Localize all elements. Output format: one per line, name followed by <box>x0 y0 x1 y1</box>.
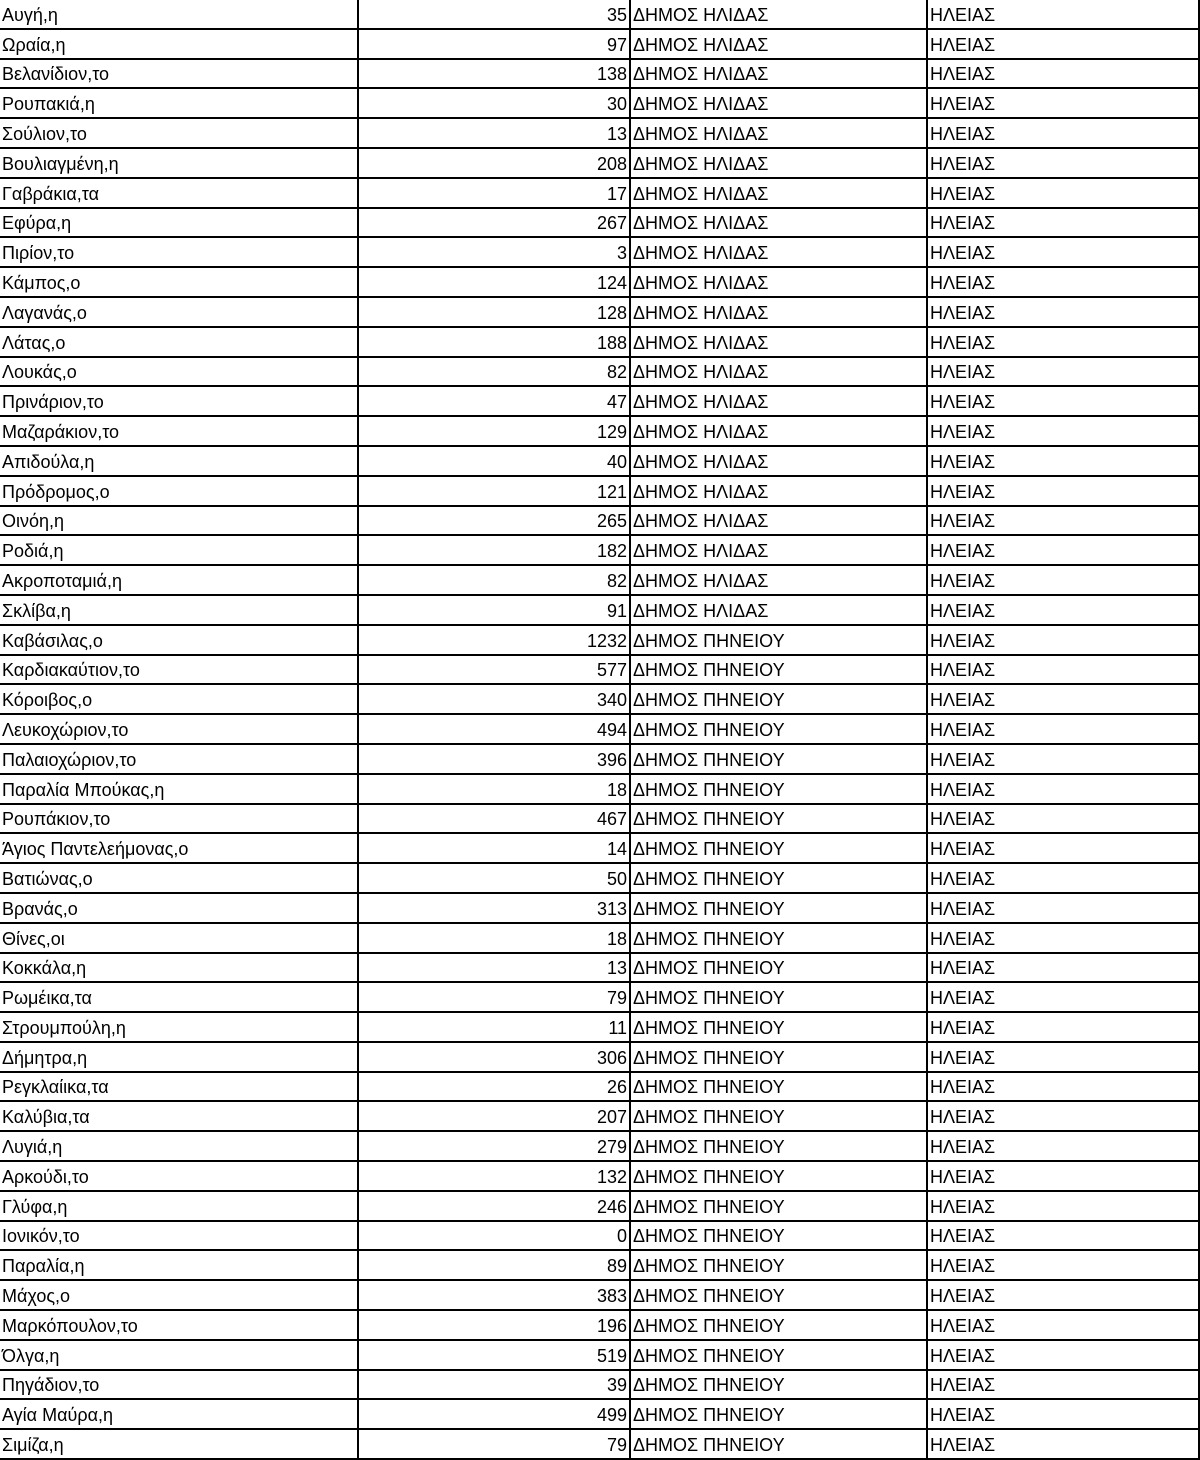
locality-name-cell[interactable]: Λάτας,ο <box>0 327 358 357</box>
locality-name-cell[interactable]: Μαρκόπουλον,το <box>0 1310 358 1340</box>
population-cell[interactable]: 383 <box>358 1280 630 1310</box>
population-cell[interactable]: 267 <box>358 208 630 238</box>
locality-name-cell[interactable]: Ρουπάκιον,το <box>0 804 358 834</box>
population-cell[interactable]: 79 <box>358 982 630 1012</box>
municipality-cell[interactable]: ΔΗΜΟΣ ΠΗΝΕΙΟΥ <box>630 1250 927 1280</box>
municipality-cell[interactable]: ΔΗΜΟΣ ΠΗΝΕΙΟΥ <box>630 923 927 953</box>
population-cell[interactable]: 396 <box>358 744 630 774</box>
table-row <box>0 1250 1199 1280</box>
population-cell[interactable]: 18 <box>358 774 630 804</box>
municipality-cell[interactable]: ΔΗΜΟΣ ΗΛΙΔΑΣ <box>630 0 927 29</box>
population-cell[interactable]: 40 <box>358 446 630 476</box>
table-row <box>0 1131 1199 1161</box>
locality-name-cell[interactable]: Γλύφα,η <box>0 1191 358 1221</box>
population-cell[interactable]: 306 <box>358 1042 630 1072</box>
locality-name-cell[interactable]: Αυγή,η <box>0 0 358 29</box>
population-cell[interactable]: 97 <box>358 29 630 59</box>
municipality-cell[interactable]: ΔΗΜΟΣ ΠΗΝΕΙΟΥ <box>630 1072 927 1102</box>
population-cell[interactable]: 128 <box>358 297 630 327</box>
population-cell[interactable]: 82 <box>358 357 630 387</box>
table-row <box>0 0 1199 29</box>
prefecture-cell[interactable]: ΗΛΕΙΑΣ <box>927 684 1199 714</box>
prefecture-cell[interactable]: ΗΛΕΙΑΣ <box>927 1072 1199 1102</box>
table-row <box>0 1399 1199 1429</box>
population-cell[interactable]: 82 <box>358 565 630 595</box>
locality-name-cell[interactable]: Βουλιαγμένη,η <box>0 148 358 178</box>
prefecture-cell[interactable]: ΗΛΕΙΑΣ <box>927 804 1199 834</box>
municipality-cell[interactable]: ΔΗΜΟΣ ΠΗΝΕΙΟΥ <box>630 804 927 834</box>
prefecture-cell[interactable]: ΗΛΕΙΑΣ <box>927 297 1199 327</box>
locality-name-cell[interactable]: Απιδούλα,η <box>0 446 358 476</box>
locality-name-cell[interactable]: Αγία Μαύρα,η <box>0 1399 358 1429</box>
prefecture-cell[interactable]: ΗΛΕΙΑΣ <box>927 476 1199 506</box>
prefecture-cell[interactable]: ΗΛΕΙΑΣ <box>927 1101 1199 1131</box>
table-row <box>0 893 1199 923</box>
table-row <box>0 714 1199 744</box>
municipality-cell[interactable]: ΔΗΜΟΣ ΗΛΙΔΑΣ <box>630 178 927 208</box>
prefecture-cell[interactable]: ΗΛΕΙΑΣ <box>927 1131 1199 1161</box>
municipality-cell[interactable]: ΔΗΜΟΣ ΗΛΙΔΑΣ <box>630 327 927 357</box>
table-row <box>0 357 1199 387</box>
prefecture-cell[interactable]: ΗΛΕΙΑΣ <box>927 714 1199 744</box>
locality-name-cell[interactable]: Ρεγκλαίικα,τα <box>0 1072 358 1102</box>
prefecture-cell[interactable]: ΗΛΕΙΑΣ <box>927 1191 1199 1221</box>
municipality-cell[interactable]: ΔΗΜΟΣ ΠΗΝΕΙΟΥ <box>630 1340 927 1370</box>
municipality-cell[interactable]: ΔΗΜΟΣ ΗΛΙΔΑΣ <box>630 357 927 387</box>
municipality-cell[interactable]: ΔΗΜΟΣ ΠΗΝΕΙΟΥ <box>630 1370 927 1400</box>
locality-name-cell[interactable]: Πρόδρομος,ο <box>0 476 358 506</box>
municipality-cell[interactable]: ΔΗΜΟΣ ΗΛΙΔΑΣ <box>630 506 927 536</box>
table-row <box>0 297 1199 327</box>
locality-name-cell[interactable]: Κάμπος,ο <box>0 267 358 297</box>
prefecture-cell[interactable]: ΗΛΕΙΑΣ <box>927 923 1199 953</box>
prefecture-cell[interactable]: ΗΛΕΙΑΣ <box>927 535 1199 565</box>
municipality-cell[interactable]: ΔΗΜΟΣ ΠΗΝΕΙΟΥ <box>630 982 927 1012</box>
prefecture-cell[interactable]: ΗΛΕΙΑΣ <box>927 1161 1199 1191</box>
population-cell[interactable]: 246 <box>358 1191 630 1221</box>
prefecture-cell[interactable]: ΗΛΕΙΑΣ <box>927 506 1199 536</box>
prefecture-cell[interactable]: ΗΛΕΙΑΣ <box>927 327 1199 357</box>
prefecture-cell[interactable]: ΗΛΕΙΑΣ <box>927 1250 1199 1280</box>
prefecture-cell[interactable]: ΗΛΕΙΑΣ <box>927 118 1199 148</box>
prefecture-cell[interactable]: ΗΛΕΙΑΣ <box>927 1012 1199 1042</box>
locality-name-cell[interactable]: Ακροποταμιά,η <box>0 565 358 595</box>
population-cell[interactable]: 79 <box>358 1429 630 1459</box>
locality-name-cell[interactable]: Πηγάδιον,το <box>0 1370 358 1400</box>
population-cell[interactable]: 129 <box>358 416 630 446</box>
table-row <box>0 88 1199 118</box>
municipality-cell[interactable]: ΔΗΜΟΣ ΠΗΝΕΙΟΥ <box>630 1280 927 1310</box>
table-row <box>0 804 1199 834</box>
locality-name-cell[interactable]: Σιμίζα,η <box>0 1429 358 1459</box>
locality-name-cell[interactable]: Βατιώνας,ο <box>0 863 358 893</box>
population-cell[interactable]: 18 <box>358 923 630 953</box>
population-cell[interactable]: 50 <box>358 863 630 893</box>
population-cell[interactable]: 182 <box>358 535 630 565</box>
table-row <box>0 59 1199 89</box>
municipality-cell[interactable]: ΔΗΜΟΣ ΗΛΙΔΑΣ <box>630 416 927 446</box>
municipality-cell[interactable]: ΔΗΜΟΣ ΠΗΝΕΙΟΥ <box>630 833 927 863</box>
locality-name-cell[interactable]: Πιρίον,το <box>0 237 358 267</box>
population-cell[interactable]: 39 <box>358 1370 630 1400</box>
municipality-cell[interactable]: ΔΗΜΟΣ ΠΗΝΕΙΟΥ <box>630 863 927 893</box>
prefecture-cell[interactable]: ΗΛΕΙΑΣ <box>927 1429 1199 1459</box>
table-row <box>0 416 1199 446</box>
prefecture-cell[interactable]: ΗΛΕΙΑΣ <box>927 863 1199 893</box>
locality-name-cell[interactable]: Αρκούδι,το <box>0 1161 358 1191</box>
prefecture-cell[interactable]: ΗΛΕΙΑΣ <box>927 744 1199 774</box>
municipality-cell[interactable]: ΔΗΜΟΣ ΠΗΝΕΙΟΥ <box>630 1161 927 1191</box>
prefecture-cell[interactable]: ΗΛΕΙΑΣ <box>927 953 1199 983</box>
table-row <box>0 506 1199 536</box>
municipality-cell[interactable]: ΔΗΜΟΣ ΠΗΝΕΙΟΥ <box>630 1221 927 1251</box>
table-row <box>0 655 1199 685</box>
prefecture-cell[interactable]: ΗΛΕΙΑΣ <box>927 595 1199 625</box>
table-row <box>0 1072 1199 1102</box>
locality-name-cell[interactable]: Παλαιοχώριον,το <box>0 744 358 774</box>
table-row <box>0 744 1199 774</box>
locality-name-cell[interactable]: Μαζαράκιον,το <box>0 416 358 446</box>
table-row <box>0 1370 1199 1400</box>
prefecture-cell[interactable]: ΗΛΕΙΑΣ <box>927 357 1199 387</box>
municipality-cell[interactable]: ΔΗΜΟΣ ΗΛΙΔΑΣ <box>630 297 927 327</box>
table-row <box>0 1101 1199 1131</box>
locality-name-cell[interactable]: Λευκοχώριον,το <box>0 714 358 744</box>
municipality-cell[interactable]: ΔΗΜΟΣ ΠΗΝΕΙΟΥ <box>630 744 927 774</box>
prefecture-cell[interactable]: ΗΛΕΙΑΣ <box>927 1399 1199 1429</box>
locality-name-cell[interactable]: Παραλία Μπούκας,η <box>0 774 358 804</box>
municipality-cell[interactable]: ΔΗΜΟΣ ΠΗΝΕΙΟΥ <box>630 1131 927 1161</box>
municipality-cell[interactable]: ΔΗΜΟΣ ΗΛΙΔΑΣ <box>630 148 927 178</box>
locality-name-cell[interactable]: Μάχος,ο <box>0 1280 358 1310</box>
prefecture-cell[interactable]: ΗΛΕΙΑΣ <box>927 148 1199 178</box>
table-row <box>0 982 1199 1012</box>
table-row <box>0 237 1199 267</box>
population-cell[interactable]: 3 <box>358 237 630 267</box>
locality-name-cell[interactable]: Λαγανάς,ο <box>0 297 358 327</box>
prefecture-cell[interactable]: ΗΛΕΙΑΣ <box>927 267 1199 297</box>
prefecture-cell[interactable]: ΗΛΕΙΑΣ <box>927 59 1199 89</box>
locality-name-cell[interactable]: Άγιος Παντελεήμονας,ο <box>0 833 358 863</box>
municipality-cell[interactable]: ΔΗΜΟΣ ΗΛΙΔΑΣ <box>630 118 927 148</box>
table-row <box>0 386 1199 416</box>
prefecture-cell[interactable]: ΗΛΕΙΑΣ <box>927 774 1199 804</box>
locality-name-cell[interactable]: Θίνες,οι <box>0 923 358 953</box>
prefecture-cell[interactable]: ΗΛΕΙΑΣ <box>927 1310 1199 1340</box>
table-row <box>0 208 1199 238</box>
table-row <box>0 863 1199 893</box>
municipality-cell[interactable]: ΔΗΜΟΣ ΠΗΝΕΙΟΥ <box>630 1429 927 1459</box>
table-row <box>0 565 1199 595</box>
prefecture-cell[interactable]: ΗΛΕΙΑΣ <box>927 1221 1199 1251</box>
population-cell[interactable]: 340 <box>358 684 630 714</box>
locality-name-cell[interactable]: Βελανίδιον,το <box>0 59 358 89</box>
table-row <box>0 178 1199 208</box>
locality-name-cell[interactable]: Δήμητρα,η <box>0 1042 358 1072</box>
locality-name-cell[interactable]: Κόροιβος,ο <box>0 684 358 714</box>
municipality-cell[interactable]: ΔΗΜΟΣ ΗΛΙΔΑΣ <box>630 446 927 476</box>
locality-name-cell[interactable]: Λουκάς,ο <box>0 357 358 387</box>
prefecture-cell[interactable]: ΗΛΕΙΑΣ <box>927 982 1199 1012</box>
locality-name-cell[interactable]: Βρανάς,ο <box>0 893 358 923</box>
prefecture-cell[interactable]: ΗΛΕΙΑΣ <box>927 1340 1199 1370</box>
population-cell[interactable]: 313 <box>358 893 630 923</box>
population-cell[interactable]: 91 <box>358 595 630 625</box>
table-row <box>0 953 1199 983</box>
municipality-cell[interactable]: ΔΗΜΟΣ ΠΗΝΕΙΟΥ <box>630 684 927 714</box>
municipality-cell[interactable]: ΔΗΜΟΣ ΠΗΝΕΙΟΥ <box>630 714 927 744</box>
locality-name-cell[interactable]: Καβάσιλας,ο <box>0 625 358 655</box>
table-row <box>0 29 1199 59</box>
locality-name-cell[interactable]: Ρουπακιά,η <box>0 88 358 118</box>
prefecture-cell[interactable]: ΗΛΕΙΑΣ <box>927 237 1199 267</box>
municipality-cell[interactable]: ΔΗΜΟΣ ΠΗΝΕΙΟΥ <box>630 1101 927 1131</box>
locality-name-cell[interactable]: Ροδιά,η <box>0 535 358 565</box>
municipality-cell[interactable]: ΔΗΜΟΣ ΗΛΙΔΑΣ <box>630 88 927 118</box>
table-row <box>0 148 1199 178</box>
prefecture-cell[interactable]: ΗΛΕΙΑΣ <box>927 625 1199 655</box>
table-row <box>0 923 1199 953</box>
population-cell[interactable]: 0 <box>358 1221 630 1251</box>
table-row <box>0 118 1199 148</box>
prefecture-cell[interactable]: ΗΛΕΙΑΣ <box>927 178 1199 208</box>
locality-name-cell[interactable]: Στρουμπούλη,η <box>0 1012 358 1042</box>
population-cell[interactable]: 89 <box>358 1250 630 1280</box>
population-cell[interactable]: 35 <box>358 0 630 29</box>
population-cell[interactable]: 467 <box>358 804 630 834</box>
table-row <box>0 833 1199 863</box>
population-cell[interactable]: 132 <box>358 1161 630 1191</box>
table-row <box>0 1012 1199 1042</box>
population-cell[interactable]: 13 <box>358 118 630 148</box>
locality-name-cell[interactable]: Ρωμέικα,τα <box>0 982 358 1012</box>
table-row <box>0 1221 1199 1251</box>
population-cell[interactable]: 1232 <box>358 625 630 655</box>
prefecture-cell[interactable]: ΗΛΕΙΑΣ <box>927 416 1199 446</box>
prefecture-cell[interactable]: ΗΛΕΙΑΣ <box>927 29 1199 59</box>
municipality-cell[interactable]: ΔΗΜΟΣ ΠΗΝΕΙΟΥ <box>630 1399 927 1429</box>
locality-name-cell[interactable]: Λυγιά,η <box>0 1131 358 1161</box>
table-row <box>0 625 1199 655</box>
prefecture-cell[interactable]: ΗΛΕΙΑΣ <box>927 655 1199 685</box>
table-row <box>0 1161 1199 1191</box>
prefecture-cell[interactable]: ΗΛΕΙΑΣ <box>927 893 1199 923</box>
municipality-cell[interactable]: ΔΗΜΟΣ ΠΗΝΕΙΟΥ <box>630 1191 927 1221</box>
table-row <box>0 1042 1199 1072</box>
municipality-cell[interactable]: ΔΗΜΟΣ ΗΛΙΔΑΣ <box>630 476 927 506</box>
locality-name-cell[interactable]: Παραλία,η <box>0 1250 358 1280</box>
table-row <box>0 267 1199 297</box>
locality-name-cell[interactable]: Οινόη,η <box>0 506 358 536</box>
municipality-cell[interactable]: ΔΗΜΟΣ ΠΗΝΕΙΟΥ <box>630 774 927 804</box>
table-row <box>0 1429 1199 1459</box>
table-row <box>0 446 1199 476</box>
population-cell[interactable]: 265 <box>358 506 630 536</box>
population-cell[interactable]: 196 <box>358 1310 630 1340</box>
municipality-cell[interactable]: ΔΗΜΟΣ ΠΗΝΕΙΟΥ <box>630 1012 927 1042</box>
locality-name-cell[interactable]: Εφύρα,η <box>0 208 358 238</box>
locality-name-cell[interactable]: Καλύβια,τα <box>0 1101 358 1131</box>
municipality-cell[interactable]: ΔΗΜΟΣ ΠΗΝΕΙΟΥ <box>630 655 927 685</box>
table-row <box>0 535 1199 565</box>
prefecture-cell[interactable]: ΗΛΕΙΑΣ <box>927 208 1199 238</box>
prefecture-cell[interactable]: ΗΛΕΙΑΣ <box>927 1280 1199 1310</box>
population-cell[interactable]: 208 <box>358 148 630 178</box>
population-cell[interactable]: 17 <box>358 178 630 208</box>
locality-name-cell[interactable]: Ωραία,η <box>0 29 358 59</box>
locality-name-cell[interactable]: Πρινάριον,το <box>0 386 358 416</box>
municipality-cell[interactable]: ΔΗΜΟΣ ΗΛΙΔΑΣ <box>630 386 927 416</box>
population-cell[interactable]: 188 <box>358 327 630 357</box>
table-row <box>0 1310 1199 1340</box>
municipality-cell[interactable]: ΔΗΜΟΣ ΗΛΙΔΑΣ <box>630 59 927 89</box>
municipality-cell[interactable]: ΔΗΜΟΣ ΗΛΙΔΑΣ <box>630 535 927 565</box>
table-row <box>0 1191 1199 1221</box>
municipality-cell[interactable]: ΔΗΜΟΣ ΠΗΝΕΙΟΥ <box>630 953 927 983</box>
table-row <box>0 1340 1199 1370</box>
table-row <box>0 327 1199 357</box>
population-cell[interactable]: 26 <box>358 1072 630 1102</box>
municipality-cell[interactable]: ΔΗΜΟΣ ΗΛΙΔΑΣ <box>630 29 927 59</box>
municipality-cell[interactable]: ΔΗΜΟΣ ΗΛΙΔΑΣ <box>630 237 927 267</box>
population-cell[interactable]: 577 <box>358 655 630 685</box>
prefecture-cell[interactable]: ΗΛΕΙΑΣ <box>927 446 1199 476</box>
prefecture-cell[interactable]: ΗΛΕΙΑΣ <box>927 88 1199 118</box>
table-row <box>0 684 1199 714</box>
population-cell[interactable]: 494 <box>358 714 630 744</box>
municipality-cell[interactable]: ΔΗΜΟΣ ΗΛΙΔΑΣ <box>630 267 927 297</box>
municipality-cell[interactable]: ΔΗΜΟΣ ΠΗΝΕΙΟΥ <box>630 893 927 923</box>
municipality-cell[interactable]: ΔΗΜΟΣ ΠΗΝΕΙΟΥ <box>630 1042 927 1072</box>
municipality-cell[interactable]: ΔΗΜΟΣ ΗΛΙΔΑΣ <box>630 565 927 595</box>
population-cell[interactable]: 499 <box>358 1399 630 1429</box>
population-cell[interactable]: 279 <box>358 1131 630 1161</box>
locality-name-cell[interactable]: Σούλιον,το <box>0 118 358 148</box>
prefecture-cell[interactable]: ΗΛΕΙΑΣ <box>927 0 1199 29</box>
population-cell[interactable]: 30 <box>358 88 630 118</box>
locality-name-cell[interactable]: Ιονικόν,το <box>0 1221 358 1251</box>
population-cell[interactable]: 519 <box>358 1340 630 1370</box>
prefecture-cell[interactable]: ΗΛΕΙΑΣ <box>927 833 1199 863</box>
population-cell[interactable]: 14 <box>358 833 630 863</box>
locality-name-cell[interactable]: Όλγα,η <box>0 1340 358 1370</box>
locality-name-cell[interactable]: Καρδιακαύτιον,το <box>0 655 358 685</box>
prefecture-cell[interactable]: ΗΛΕΙΑΣ <box>927 386 1199 416</box>
population-cell[interactable]: 207 <box>358 1101 630 1131</box>
locality-name-cell[interactable]: Γαβράκια,τα <box>0 178 358 208</box>
population-cell[interactable]: 121 <box>358 476 630 506</box>
population-cell[interactable]: 13 <box>358 953 630 983</box>
municipality-cell[interactable]: ΔΗΜΟΣ ΗΛΙΔΑΣ <box>630 595 927 625</box>
prefecture-cell[interactable]: ΗΛΕΙΑΣ <box>927 565 1199 595</box>
municipality-cell[interactable]: ΔΗΜΟΣ ΗΛΙΔΑΣ <box>630 208 927 238</box>
table-row <box>0 595 1199 625</box>
population-cell[interactable]: 47 <box>358 386 630 416</box>
population-cell[interactable]: 11 <box>358 1012 630 1042</box>
prefecture-cell[interactable]: ΗΛΕΙΑΣ <box>927 1042 1199 1072</box>
table-row <box>0 774 1199 804</box>
municipality-cell[interactable]: ΔΗΜΟΣ ΠΗΝΕΙΟΥ <box>630 1310 927 1340</box>
municipality-cell[interactable]: ΔΗΜΟΣ ΠΗΝΕΙΟΥ <box>630 625 927 655</box>
locality-name-cell[interactable]: Κοκκάλα,η <box>0 953 358 983</box>
prefecture-cell[interactable]: ΗΛΕΙΑΣ <box>927 1370 1199 1400</box>
table-row <box>0 1280 1199 1310</box>
locality-name-cell[interactable]: Σκλίβα,η <box>0 595 358 625</box>
table-row <box>0 476 1199 506</box>
population-cell[interactable]: 138 <box>358 59 630 89</box>
population-cell[interactable]: 124 <box>358 267 630 297</box>
